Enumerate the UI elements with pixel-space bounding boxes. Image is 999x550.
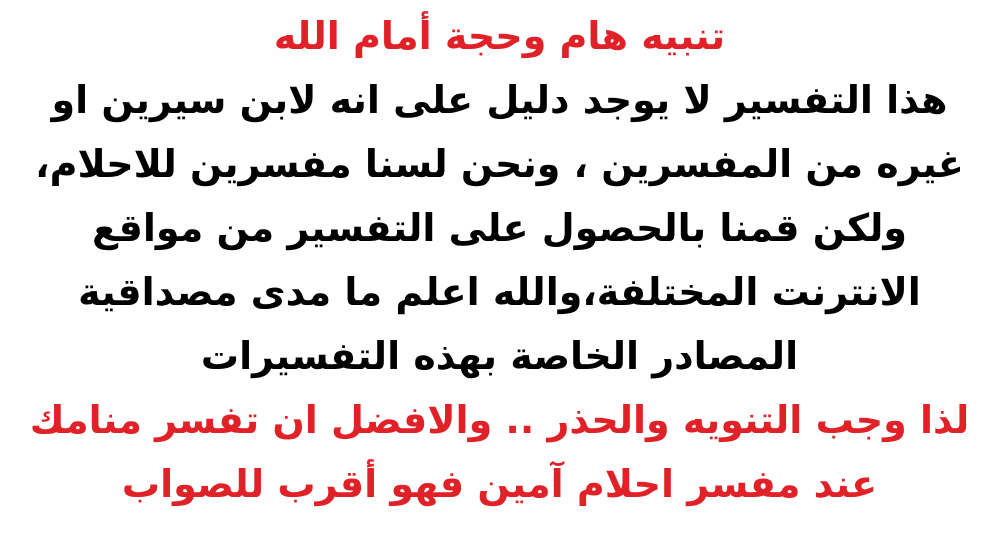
notice-warning-line-1: لذا وجب التنويه والحذر .. والافضل ان تفسر منامك bbox=[29, 398, 970, 442]
notice-title: تنبيه هام وحجة أمام الله bbox=[273, 14, 726, 58]
notice-body-line-3: ولكن قمنا بالحصول على التفسير من مواقع bbox=[92, 206, 907, 250]
notice-body-line-1: هذا التفسير لا يوجد دليل على انه لابن سيرين او bbox=[51, 78, 948, 122]
notice-body-line-5: المصادر الخاصة بهذه التفسيرات bbox=[200, 334, 799, 378]
notice-warning-line-2: عند مفسر احلام آمين فهو أقرب للصواب bbox=[121, 462, 878, 506]
notice-body-line-4: الانترنت المختلفة،والله اعلم ما مدى مصداقية bbox=[78, 270, 921, 314]
notice-body-line-2: غيره من المفسرين ، ونحن لسنا مفسرين للاحلام، bbox=[35, 142, 964, 186]
